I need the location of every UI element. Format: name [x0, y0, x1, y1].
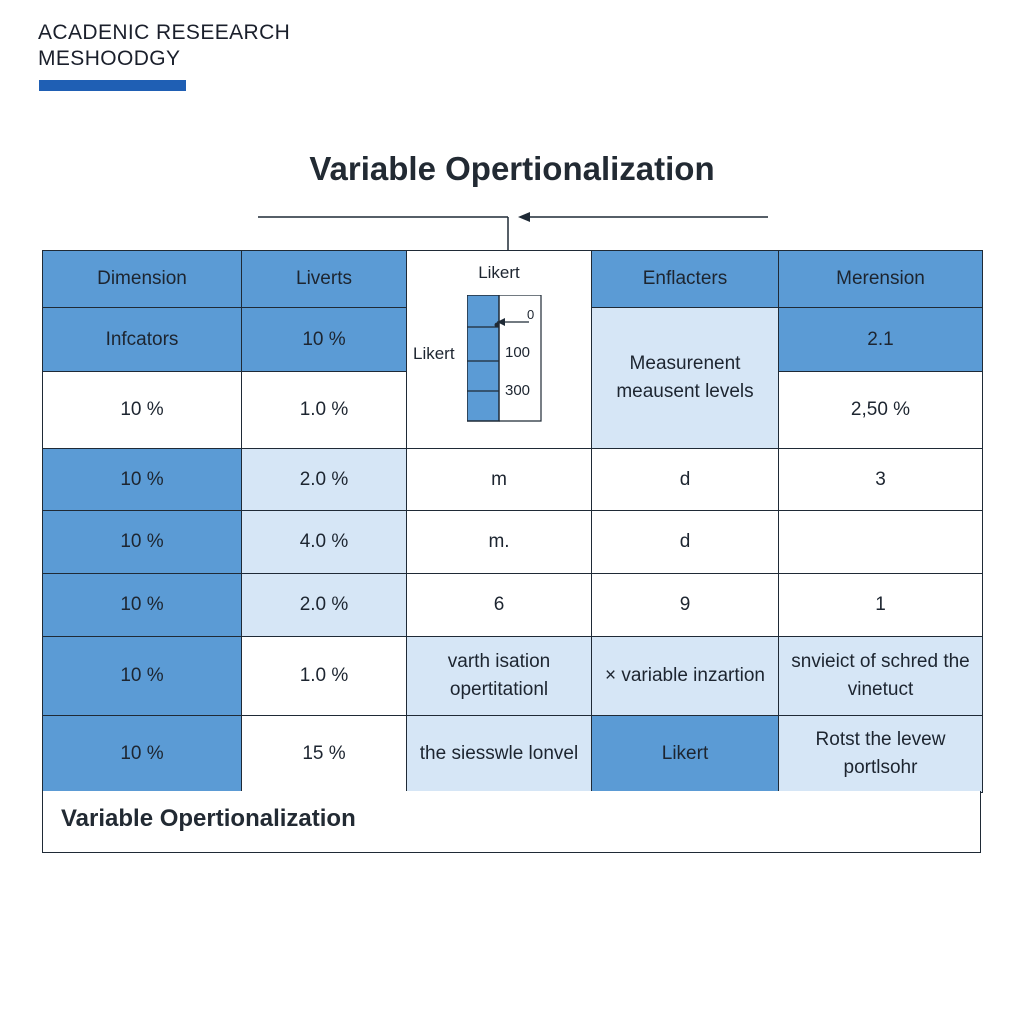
footer-caption: Variable Opertionalization: [61, 805, 356, 832]
table-cell: 10 %: [43, 372, 242, 449]
table-row: [43, 449, 983, 511]
table-row: [43, 511, 983, 574]
table-cell: 2.0 %: [242, 449, 407, 511]
measurement-line-2: meausent levels: [616, 381, 754, 402]
table-cell: 1.0 %: [242, 372, 407, 449]
table-footer: [42, 791, 981, 853]
likert-mark-100: 100: [505, 344, 531, 361]
table-row: [43, 574, 983, 637]
table-cell: m.: [407, 511, 592, 574]
header-cell-dimension: Dimension: [43, 251, 242, 308]
table-cell: 1.0 %: [242, 637, 407, 716]
page-title: Variable Opertionalization: [309, 150, 715, 187]
brand-line-2: MESHOODGY: [38, 47, 181, 70]
header-cell-enflacters: Enflacters: [592, 251, 779, 308]
table-cell: snvieict of schred the vinetuct: [779, 637, 983, 716]
table-cell: × variable inzartion: [592, 637, 779, 716]
table-cell: 10 %: [43, 637, 242, 716]
likert-side-label: Likert: [413, 344, 455, 363]
table-cell: 10 %: [43, 716, 242, 793]
table-cell: 6: [407, 574, 592, 637]
table-cell: [779, 511, 983, 574]
header-cell-merension: Merension: [779, 251, 983, 308]
table-cell: d: [592, 449, 779, 511]
table-cell: 10 %: [43, 574, 242, 637]
title-connector-lines: [0, 0, 1024, 260]
table-row: [43, 637, 983, 716]
likert-heading: Likert: [478, 263, 520, 282]
table-cell: 2,50 %: [779, 372, 983, 449]
table-row: [43, 716, 983, 793]
likert-mark-300: 300: [505, 382, 531, 399]
table-cell: 9: [592, 574, 779, 637]
table-cell: Likert: [592, 716, 779, 793]
measurement-levels-cell: [592, 308, 779, 449]
table-cell: 10 %: [43, 449, 242, 511]
table-cell: Rotst the levew portlsohr: [779, 716, 983, 793]
table-cell: the siesswle lonvel: [407, 716, 592, 793]
table-cell: 10 %: [43, 511, 242, 574]
table-cell: Infcators: [43, 308, 242, 372]
table-cell: 10 %: [242, 308, 407, 372]
table-cell: varth isation opertitationl: [407, 637, 592, 716]
table-cell: 3: [779, 449, 983, 511]
table-cell: 15 %: [242, 716, 407, 793]
table-header-row: [43, 251, 983, 308]
table-cell: 2.0 %: [242, 574, 407, 637]
table-cell: 1: [779, 574, 983, 637]
measurement-line-1: Measurenent: [629, 353, 741, 374]
header-cell-liverts: Liverts: [242, 251, 407, 308]
table-cell: 4.0 %: [242, 511, 407, 574]
likert-scale-cell: [407, 251, 592, 449]
likert-scale-graphic: [467, 295, 547, 425]
table-cell: d: [592, 511, 779, 574]
likert-mark-0: 0: [527, 307, 535, 322]
table-cell: 2.1: [779, 308, 983, 372]
operationalization-table: [42, 250, 983, 793]
table-cell: m: [407, 449, 592, 511]
brand-line-1: ACADENIC RESEEARCH: [38, 21, 291, 44]
